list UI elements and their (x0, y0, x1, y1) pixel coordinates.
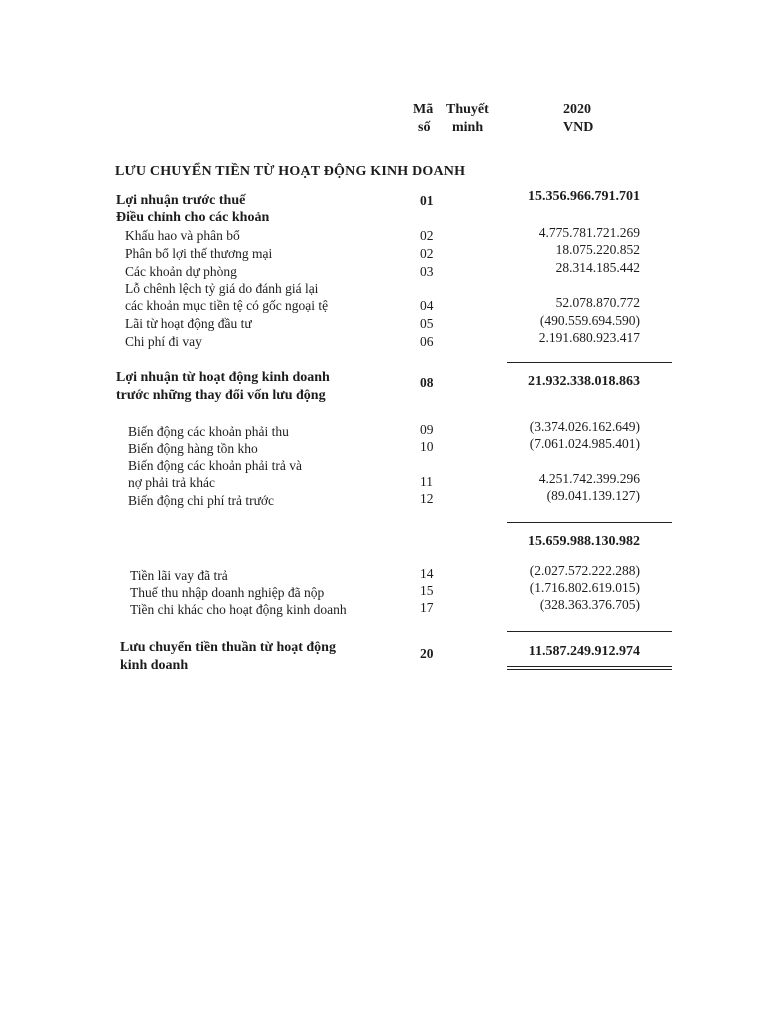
total-rule (507, 631, 672, 632)
row-20-label-line1: Lưu chuyển tiền thuần từ hoạt động (120, 640, 336, 655)
row-20-value: 11.587.249.912.974 (528, 644, 640, 659)
row-10-label: Biến động hàng tồn kho (128, 441, 258, 456)
row-03-label: Các khoản dự phòng (125, 264, 237, 279)
row-01-label: Lợi nhuận trước thuế (116, 193, 246, 208)
total-double-rule-top (507, 666, 672, 667)
row-09-value: (3.374.026.162.649) (529, 419, 640, 434)
row-14-code: 14 (420, 566, 434, 581)
row-02b-label: Phân bổ lợi thế thương mại (125, 246, 273, 261)
row-14-label: Tiền lãi vay đã trả (130, 568, 228, 583)
row-15-code: 15 (420, 583, 434, 598)
row-10-code: 10 (420, 439, 434, 454)
row-20-label-line2: kinh doanh (120, 658, 189, 673)
row-08-label-line2: trước những thay đổi vốn lưu động (116, 388, 326, 403)
header-thuyet-minh-line1: Thuyết (446, 102, 489, 117)
row-04-value: 52.078.870.772 (555, 295, 640, 310)
header-thuyet-minh-line2: minh (452, 120, 484, 135)
header-ma-so-line2: số (418, 120, 431, 135)
row-05-code: 05 (420, 316, 434, 331)
section-title: LƯU CHUYỂN TIỀN TỪ HOẠT ĐỘNG KINH DOANH (115, 164, 466, 179)
total-double-rule-bottom (507, 669, 672, 670)
row-04-label-line2: các khoản mục tiền tệ có gốc ngoại tệ (125, 298, 329, 313)
row-02b-value: 18.075.220.852 (555, 242, 640, 257)
row-08-value: 21.932.338.018.863 (528, 374, 640, 389)
row-09-code: 09 (420, 422, 434, 437)
header-currency: VND (563, 120, 594, 135)
row-12-value: (89.041.139.127) (546, 488, 640, 503)
subtotal-value: 15.659.988.130.982 (528, 534, 640, 549)
row-05-value: (490.559.694.590) (539, 313, 640, 328)
row-05-label: Lãi từ hoạt động đầu tư (125, 316, 252, 331)
row-03-value: 28.314.185.442 (555, 260, 640, 275)
row-03-code: 03 (420, 264, 434, 279)
row-20-code: 20 (420, 646, 434, 661)
row-06-label: Chi phí đi vay (125, 334, 202, 349)
row-17-label: Tiền chi khác cho hoạt động kinh doanh (130, 602, 347, 617)
row-14-value: (2.027.572.222.288) (529, 563, 640, 578)
row-11-label-line2: nợ phải trả khác (128, 475, 215, 490)
adjustments-label: Điều chỉnh cho các khoản (116, 210, 270, 225)
row-04-code: 04 (420, 298, 434, 313)
row-17-code: 17 (420, 600, 434, 615)
row-12-code: 12 (420, 491, 434, 506)
row-01-code: 01 (420, 193, 434, 208)
row-01-value: 15.356.966.791.701 (528, 189, 640, 204)
row-04-label-line1: Lỗ chênh lệch tỷ giá do đánh giá lại (125, 281, 319, 296)
row-12-label: Biến động chi phí trả trước (128, 493, 275, 508)
subtotal-rule-2 (507, 522, 672, 523)
row-02a-label: Khấu hao và phân bổ (125, 228, 240, 243)
row-17-value: (328.363.376.705) (539, 597, 640, 612)
subtotal-rule (507, 362, 672, 363)
row-02b-code: 02 (420, 246, 434, 261)
row-06-code: 06 (420, 334, 434, 349)
header-year: 2020 (563, 102, 591, 117)
row-11-label-line1: Biến động các khoản phải trả và (128, 458, 302, 473)
row-11-value: 4.251.742.399.296 (538, 471, 640, 486)
row-09-label: Biến động các khoản phải thu (128, 424, 289, 439)
row-06-value: 2.191.680.923.417 (538, 330, 640, 345)
row-10-value: (7.061.024.985.401) (529, 436, 640, 451)
row-02a-code: 02 (420, 228, 434, 243)
row-15-value: (1.716.802.619.015) (529, 580, 640, 595)
row-08-code: 08 (420, 375, 434, 390)
row-11-code: 11 (420, 474, 433, 489)
header-ma-so-line1: Mã (413, 102, 434, 117)
row-15-label: Thuế thu nhập doanh nghiệp đã nộp (130, 585, 325, 600)
row-02a-value: 4.775.781.721.269 (538, 225, 640, 240)
row-08-label-line1: Lợi nhuận từ hoạt động kinh doanh (116, 370, 330, 385)
